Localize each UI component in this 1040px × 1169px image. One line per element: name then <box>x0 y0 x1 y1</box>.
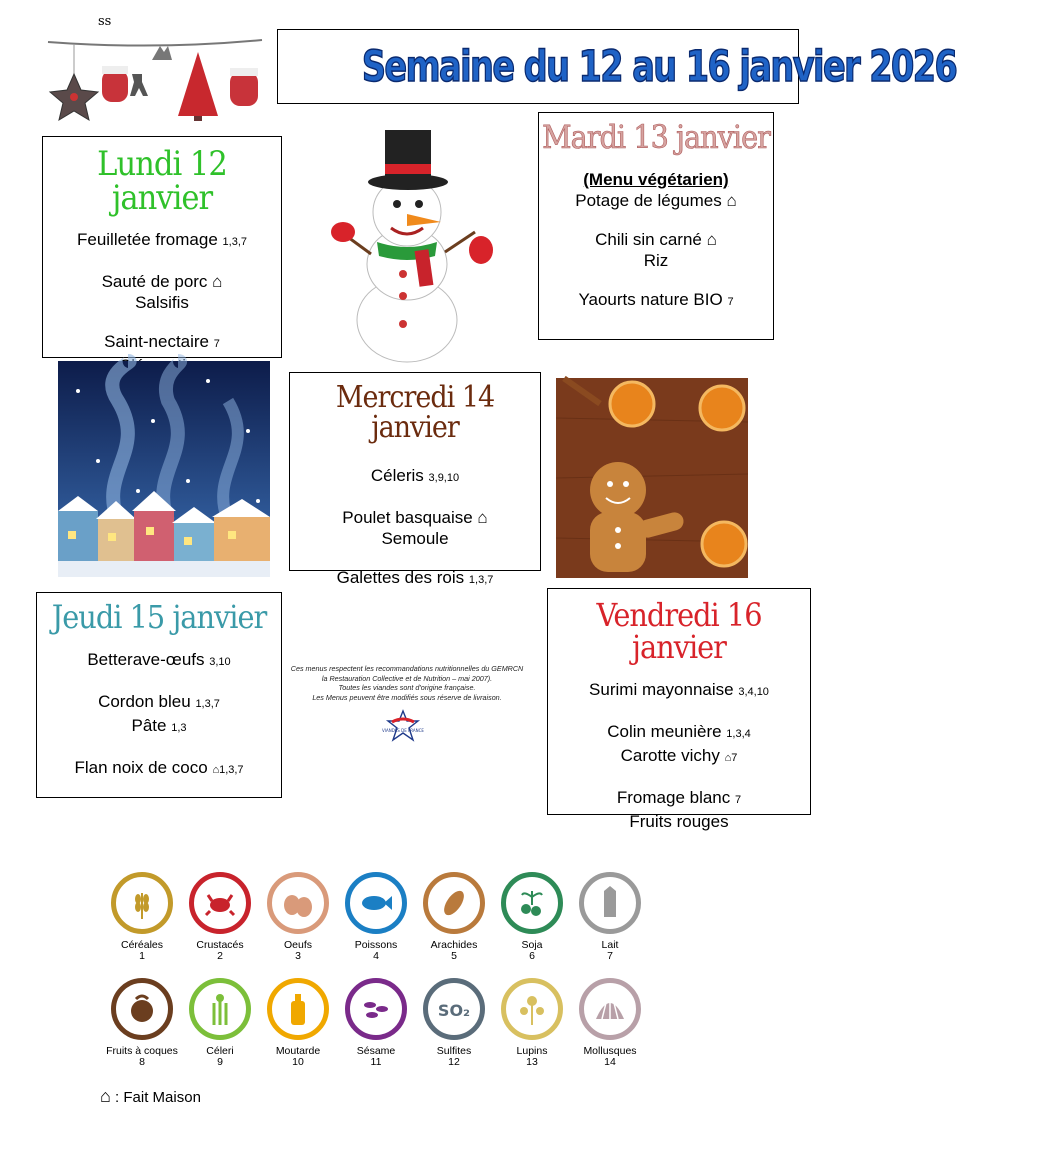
day-title-mercredi: Mercredi 14 janvier <box>335 380 495 445</box>
note-line-2: Toutes les viandes sont d'origine française. <box>338 683 476 692</box>
dish-vendredi-3: Carotte vichy ⌂7 <box>620 746 738 765</box>
dish-lundi-3: Salsifis <box>135 293 189 312</box>
allergen-item <box>180 978 260 1068</box>
day-card-jeudi <box>36 592 282 798</box>
allergen-2-icon <box>189 872 251 934</box>
allergen-7-icon <box>579 872 641 934</box>
dish-vendredi-4: Fromage blanc 7 <box>616 788 742 807</box>
allergen-item <box>492 978 572 1068</box>
allergen-item <box>336 978 416 1068</box>
allergen-item <box>180 872 260 962</box>
allergen-item <box>102 872 182 962</box>
allergen-name: Arachides <box>430 939 478 951</box>
menu-subtitle-mardi: (Menu végétarien) <box>583 170 729 189</box>
svg-text:SO₂: SO₂ <box>437 1001 471 1020</box>
dish-jeudi-3: Pâte 1,3 <box>131 716 187 735</box>
allergen-item <box>492 872 572 962</box>
dish-lundi-4: Saint-nectaire 7 <box>104 332 220 351</box>
allergen-name: Oeufs <box>283 939 312 951</box>
allergen-item <box>336 872 416 962</box>
dish-mercredi-1: Céleris 3,9,10 <box>370 466 460 485</box>
dish-mardi-2: Chili sin carné ⌂ <box>595 230 717 249</box>
nutrition-note <box>287 664 527 702</box>
allergen-3-icon <box>267 872 329 934</box>
allergen-5-icon <box>423 872 485 934</box>
allergen-name: Lait <box>601 939 619 951</box>
allergen-item <box>102 978 182 1068</box>
allergen-1-icon <box>111 872 173 934</box>
dish-mardi-1: Potage de légumes ⌂ <box>575 191 737 210</box>
allergen-name: Lupins <box>516 1045 548 1057</box>
dish-jeudi-1: Betterave-œufs 3,10 <box>87 650 231 669</box>
note-line-3: Les Menus peuvent être modifiés sous réserve de livraison. <box>312 692 502 702</box>
fait-maison-legend <box>100 1086 201 1107</box>
christmas-garland-image <box>48 30 262 122</box>
week-title: Semaine du 12 au 16 janvier 2026 <box>361 42 957 92</box>
allergen-14-icon <box>579 978 641 1040</box>
allergen-8-icon <box>111 978 173 1040</box>
allergen-number: 8 <box>139 1056 145 1068</box>
allergen-name: Soja <box>521 939 543 951</box>
allergen-number: 11 <box>370 1056 382 1068</box>
dish-vendredi-2: Colin meunière 1,3,4 <box>607 722 751 741</box>
scribble-text: ss <box>98 14 112 29</box>
allergen-6-icon <box>501 872 563 934</box>
allergen-item <box>414 872 494 962</box>
dish-jeudi-4: Flan noix de coco ⌂1,3,7 <box>74 758 244 777</box>
day-title-lundi: Lundi 12 janvier <box>97 144 227 218</box>
allergen-name: Poissons <box>354 939 398 951</box>
day-card-vendredi <box>547 588 811 831</box>
allergen-12-icon <box>423 978 485 1040</box>
dish-mercredi-4: Galettes des rois 1,3,7 <box>336 568 494 587</box>
day-title-jeudi: Jeudi 15 janvier <box>51 598 267 636</box>
viandes-de-france-logo <box>382 710 424 742</box>
allergen-name: Céréales <box>120 939 164 951</box>
gingerbread-image <box>556 378 748 578</box>
dish-mercredi-3: Semoule <box>381 529 449 548</box>
day-card-lundi <box>42 136 282 358</box>
snowman-image <box>325 124 500 364</box>
allergen-name: Fruits à coques <box>106 1045 178 1057</box>
allergen-name: Moutarde <box>275 1045 321 1057</box>
dish-jeudi-2: Cordon bleu 1,3,7 <box>98 692 220 711</box>
allergen-13-icon <box>501 978 563 1040</box>
dish-lundi-2: Sauté de porc ⌂ <box>101 272 223 291</box>
allergen-name: Mollusques <box>583 1045 637 1057</box>
day-card-mardi <box>538 112 774 340</box>
allergen-item <box>414 978 494 1068</box>
allergen-number: 7 <box>607 950 613 962</box>
allergen-number: 3 <box>295 950 301 962</box>
day-card-mercredi <box>289 372 541 587</box>
allergen-number: 2 <box>217 950 223 962</box>
allergen-item <box>570 978 650 1068</box>
dish-mardi-3: Riz <box>643 251 669 270</box>
allergen-4-icon <box>345 872 407 934</box>
dish-lundi-1: Feuilletée fromage 1,3,7 <box>76 230 247 249</box>
allergen-item <box>258 872 338 962</box>
allergen-9-icon <box>189 978 251 1040</box>
allergen-number: 9 <box>217 1056 223 1068</box>
note-line-1: Ces menus respectent les recommandations nutritionnelles du GEMRCN la Restauration Collective et de Nutrition – mai 2007). <box>290 664 524 683</box>
allergen-number: 5 <box>451 950 457 962</box>
winter-village-image <box>58 361 270 577</box>
dish-mercredi-2: Poulet basquaise ⌂ <box>342 508 488 527</box>
allergen-name: Céleri <box>206 1045 234 1057</box>
allergen-number: 14 <box>604 1056 616 1068</box>
allergen-number: 10 <box>292 1056 304 1068</box>
day-title-vendredi: Vendredi 16 janvier <box>596 596 762 666</box>
allergen-number: 12 <box>448 1056 460 1068</box>
allergen-10-icon <box>267 978 329 1040</box>
dish-vendredi-1: Surimi mayonnaise 3,4,10 <box>589 680 769 699</box>
allergen-number: 13 <box>526 1056 538 1068</box>
allergen-item <box>258 978 338 1068</box>
allergen-number: 4 <box>373 950 379 962</box>
svg-text:VIANDES DE FRANCE: VIANDES DE FRANCE <box>382 728 424 733</box>
house-icon: ⌂ <box>100 1086 111 1106</box>
allergen-name: Crustacés <box>196 939 244 951</box>
week-title-box <box>277 29 957 104</box>
allergen-11-icon <box>345 978 407 1040</box>
day-title-mardi: Mardi 13 janvier <box>542 118 770 156</box>
fait-maison-label: : Fait Maison <box>115 1089 201 1106</box>
allergen-name: Sésame <box>356 1045 396 1057</box>
dish-mardi-4: Yaourts nature BIO 7 <box>578 290 734 309</box>
dish-vendredi-5: Fruits rouges <box>629 812 729 831</box>
allergen-item <box>570 872 650 962</box>
allergen-name: Sulfites <box>436 1045 472 1057</box>
allergen-number: 6 <box>529 950 535 962</box>
allergen-number: 1 <box>139 950 145 962</box>
